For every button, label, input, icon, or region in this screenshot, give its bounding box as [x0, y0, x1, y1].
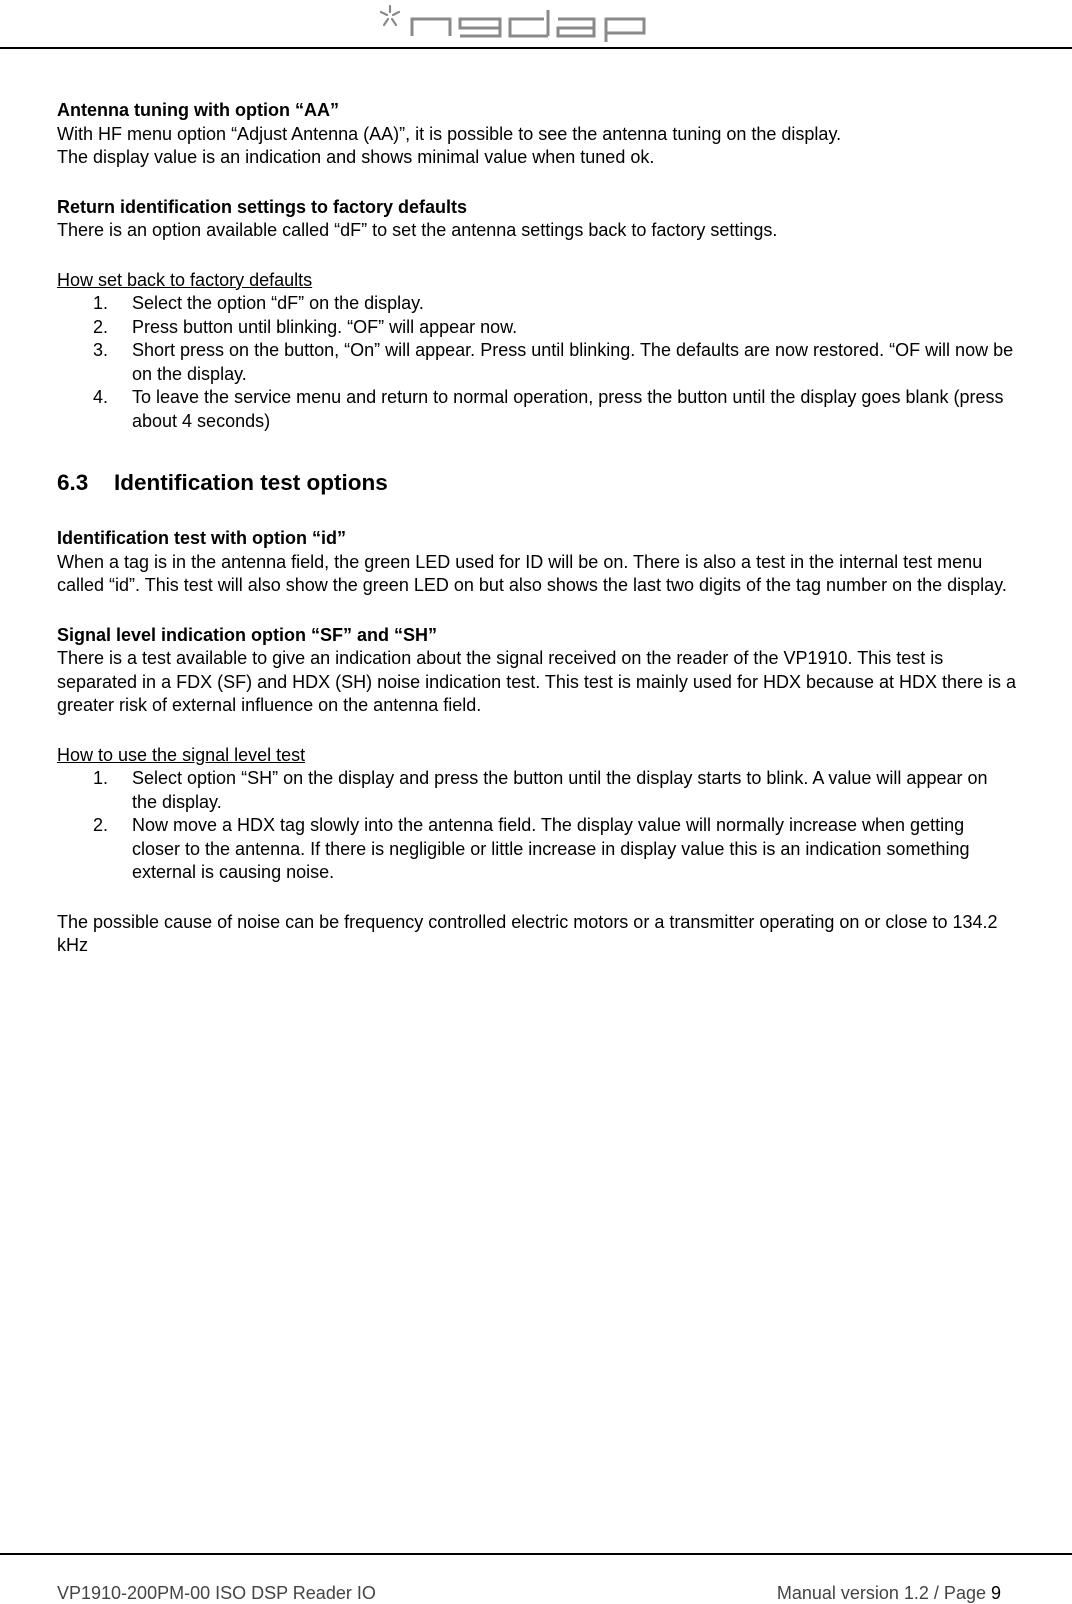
- subheading-how-use-signal: How to use the signal level test: [57, 744, 306, 765]
- section-number: 6.3: [57, 470, 89, 495]
- signal-test-steps: [57, 767, 1017, 885]
- section-title: Identification test options: [114, 470, 388, 495]
- antenna-tuning-line-2: The display value is an indication and shows minimal value when tuned ok.: [57, 147, 655, 167]
- factory-defaults-text: There is an option available called “dF” to set the antenna settings back to factory settings.: [57, 220, 778, 240]
- list-item-number: 2.: [93, 815, 109, 835]
- noise-cause-text: The possible cause of noise can be frequency controlled electric motors or a transmitter operating on or close to 134.2 kHz: [57, 911, 998, 955]
- subheading-how-set-back: How set back to factory defaults: [57, 269, 313, 290]
- antenna-tuning-line-1: With HF menu option “Adjust Antenna (AA)”, it is possible to see the antenna tuning on the display.: [57, 123, 842, 144]
- page-header: [0, 0, 1072, 50]
- list-item-number: 4.: [93, 387, 109, 407]
- list-item: [57, 292, 1017, 316]
- heading-factory-defaults: Return identification settings to factory defaults: [57, 196, 468, 217]
- list-item-number: 3.: [93, 340, 109, 360]
- list-item-text: Press button until blinking. “OF” will appear now.: [132, 316, 518, 337]
- list-item-number: 1.: [93, 768, 109, 788]
- factory-reset-steps: [57, 292, 1017, 433]
- signal-level-text: There is a test available to give an indication about the signal received on the reader of the VP1910. This test is separated in a FDX (SF) and HDX (SH) noise indication test. This test is mainly used for HDX because at HDX there is a greater risk of external influence on the antenna field.: [57, 648, 1017, 715]
- list-item-text: Select the option “dF” on the display.: [132, 293, 424, 313]
- list-item: [57, 767, 1017, 814]
- header-rule: [0, 47, 1072, 49]
- list-item-text: Select option “SH” on the display and press the button until the display starts to blink. A value will appear on the display.: [132, 768, 988, 812]
- page-number: 9: [990, 1583, 1001, 1603]
- list-item-number: 2.: [93, 316, 109, 337]
- heading-id-test: Identification test with option “id”: [57, 528, 346, 548]
- heading-signal-level: Signal level indication option “SF” and “SH”: [57, 624, 438, 645]
- list-item-text: Short press on the button, “On” will appear. Press until blinking. The defaults are now restored. “OF will now be on the display.: [132, 340, 1014, 384]
- footer-rule: [0, 1553, 1072, 1555]
- footer-page-info: [777, 1582, 1001, 1604]
- list-item: [57, 814, 1017, 885]
- id-test-text: When a tag is in the antenna field, the green LED used for ID will be on. There is also a test in the internal test menu called “id”. This test will also show the green LED on but also shows the last two digits of the tag number on the display.: [57, 551, 1007, 595]
- list-item: [57, 339, 1017, 386]
- list-item: [57, 386, 1017, 433]
- footer-version: Manual version 1.2 / Page: [776, 1583, 991, 1603]
- list-item: [57, 316, 1017, 340]
- list-item-text: Now move a HDX tag slowly into the antenna field. The display value will normally increase when getting closer to the antenna. If there is negligible or little increase in display value this is an indication something external is causing noise.: [132, 815, 970, 882]
- section-heading-6-3: [57, 469, 1017, 497]
- document-body: [57, 99, 1017, 958]
- heading-antenna-tuning: Antenna tuning with option “AA”: [57, 100, 339, 120]
- list-item-text: To leave the service menu and return to normal operation, press the button until the display goes blank (press about 4 seconds): [132, 387, 1004, 431]
- nedap-logo-icon: [378, 2, 650, 42]
- list-item-number: 1.: [93, 293, 109, 313]
- footer-document-id: VP1910-200PM-00 ISO DSP Reader IO: [57, 1583, 376, 1603]
